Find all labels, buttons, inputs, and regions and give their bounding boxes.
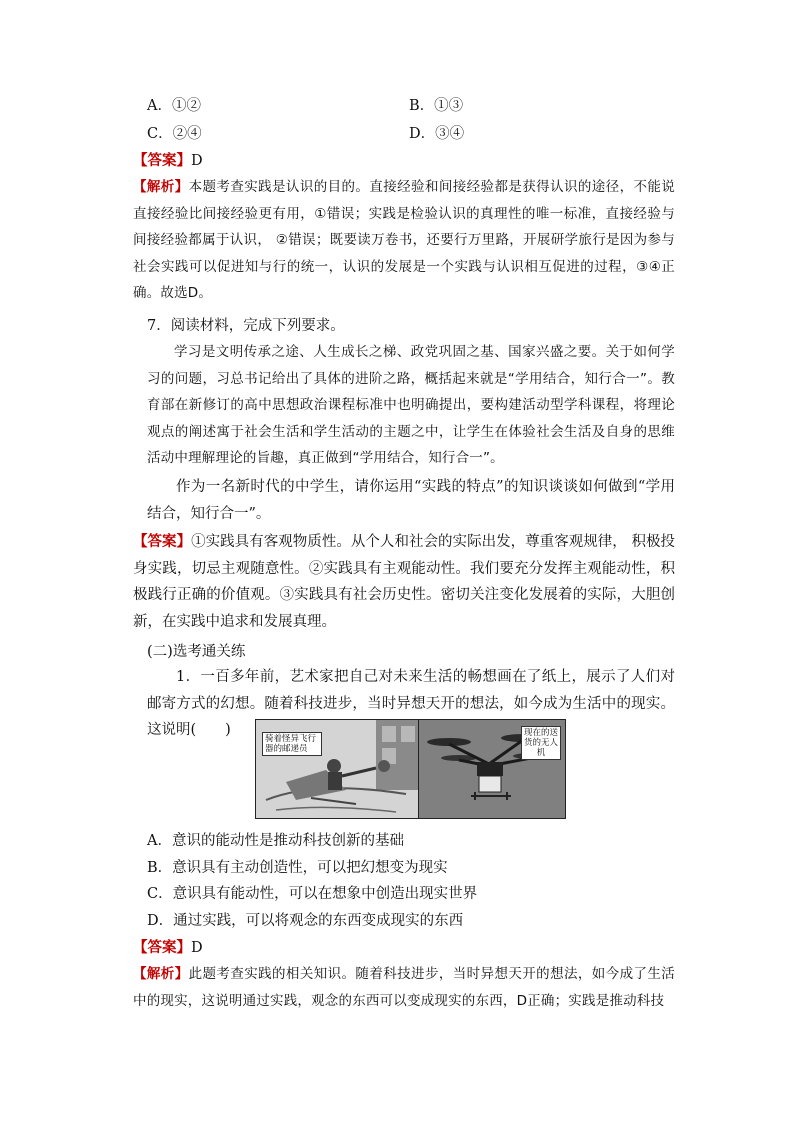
q1-analysis bbox=[133, 961, 675, 1014]
answer-text: ①实践具有客观物质性。从个人和社会的实际出发，尊重客观规律， 积极投身实践，切忌主观随意性。②实践具有主观能动性。我们要充分发挥主观能动性，积极践行正确的价值观。③实践具有社会历史性。密切关注变化发展着的实际，大胆创新，在实践中追求和发展真理。 bbox=[133, 534, 676, 630]
q7-answer bbox=[133, 529, 675, 635]
analysis-tag: 【解析】 bbox=[133, 179, 189, 195]
q7-stem: 7．阅读材料，完成下列要求。 bbox=[147, 318, 345, 334]
q1-stem: 1．一百多年前，艺术家把自己对未来生活的畅想画在了纸上，展示了人们对邮寄方式的幻想。随着科技进步，当时异想天开的想法，如今成为生活中的现实。这说明( ) bbox=[147, 669, 675, 738]
q6-analysis bbox=[133, 174, 675, 307]
answer-tag: 【答案】 bbox=[133, 152, 191, 169]
q1-option-b: B．意识具有主动创造性，可以把幻想变为现实 bbox=[147, 860, 448, 876]
analysis-tag: 【解析】 bbox=[133, 966, 189, 982]
q7-material: 学习是文明传承之途、人生成长之梯、政党巩固之基、国家兴盛之要。关于如何学习的问题，习总书记给出了具体的进阶之路，概括起来就是“学用结合，知行合一”。教育部在新修订的高中思想政治课程标准中也明确提出，要构建活动型学科课程，将理论观点的阐述寓于社会生活和学生活动的主题之中，让学生在体验社会生活及自身的思维活动中理解理论的旨趣，真正做到“学用结合，知行合一”。 bbox=[147, 344, 675, 466]
flying-postman-illustration bbox=[256, 720, 418, 818]
q1-option-d: D．通过实践，可以将观念的东西变成现实的东西 bbox=[147, 913, 464, 929]
q7-question: 作为一名新时代的中学生，请你运用“实践的特点”的知识谈谈如何做到“学用结合，知行合一”。 bbox=[147, 479, 675, 522]
answer-tag: 【答案】 bbox=[133, 939, 191, 956]
q6-answer bbox=[133, 151, 203, 171]
answer-value: D bbox=[191, 153, 203, 169]
q1-option-a: A．意识的能动性是推动科技创新的基础 bbox=[147, 833, 404, 849]
q6-option-b: B．①③ bbox=[409, 98, 464, 114]
answer-tag: 【答案】 bbox=[133, 533, 192, 550]
q6-option-c: C．②④ bbox=[147, 126, 202, 142]
q6-option-a: A．①② bbox=[147, 98, 201, 114]
section-title: (二)选考通关练 bbox=[147, 644, 246, 660]
delivery-drone-photo bbox=[419, 720, 565, 818]
q6-option-d: D．③④ bbox=[409, 126, 465, 142]
q1-option-c: C．意识具有能动性，可以在想象中创造出现实世界 bbox=[147, 886, 478, 902]
q1-answer bbox=[133, 938, 203, 958]
analysis-text: 此题考查实践的相关知识。随着科技进步，当时异想天开的想法，如今成了生活中的现实，这说明通过实践，观念的东西可以变成现实的东西，D正确；实践是推动科技 bbox=[133, 966, 675, 1009]
figure-right-caption: 现在的送货的无人机 bbox=[521, 726, 561, 760]
q1-figure bbox=[255, 719, 566, 819]
figure-left-caption: 骑着怪异飞行器的邮递员 bbox=[262, 732, 322, 756]
analysis-text: 本题考查实践是认识的目的。直接经验和间接经验都是获得认识的途径，不能说直接经验比间接经验更有用，①错误；实践是检验认识的真理性的唯一标准，直接经验与间接经验都属于认识， ②错误；既要读万卷书，还要行万里路，开展研学旅行是因为参与社会实践可以促进知与行的统一，认识的发展是一个实践与认识相互促进的过程，③④正确。故选D。 bbox=[133, 179, 675, 301]
answer-value: D bbox=[191, 940, 203, 956]
